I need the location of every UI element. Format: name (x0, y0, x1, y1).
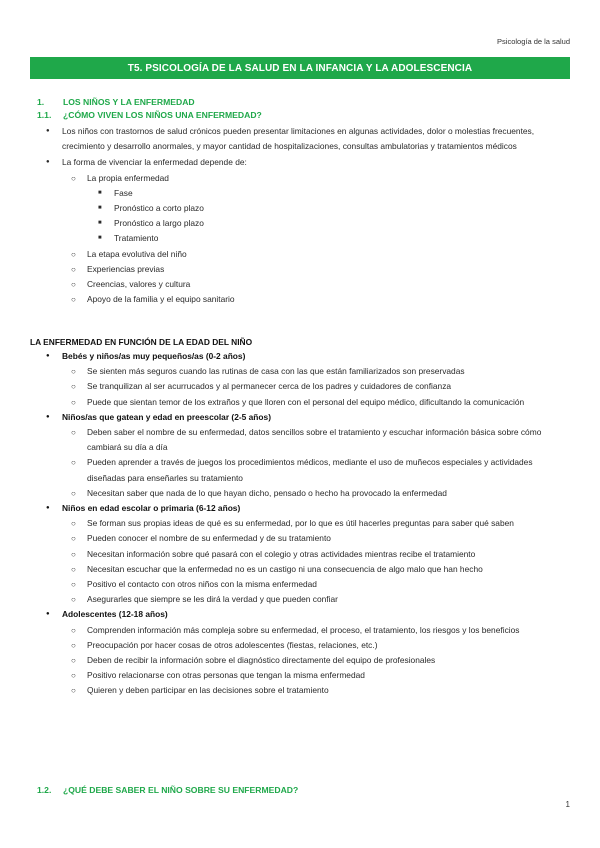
section-heading-1 (37, 97, 195, 107)
list-item: ○ Deben de recibir la información sobre el diagnóstico directamente del equipo de profesionales (38, 653, 548, 668)
list-item: ○ Creencias, valores y cultura (38, 277, 548, 292)
list-item: ○ Puede que sientan temor de los extraños y que lloren con el personal del equipo médico, dificultando la comunicación (38, 395, 548, 410)
list-item: ○ Pueden aprender a través de juegos los procedimientos médicos, mediante el uso de muñecos especiales y actividades diseñadas para enseñarles su tratamiento (38, 455, 548, 485)
group-heading: ● Niños en edad escolar o primaria (6-12 años) (38, 501, 548, 516)
list-item: ● Los niños con trastornos de salud crónicos pueden presentar limitaciones en algunas actividades, dolor o molestias frecuentes, crecimiento y desarrollo anormales, y mayor cantidad de hospitalizaciones, consultas ambulatorias y tratamientos médicos (38, 124, 548, 154)
group-heading: ● Niños/as que gatean y edad en preescolar (2-5 años) (38, 410, 548, 425)
list-item: ○ Pueden conocer el nombre de su enfermedad y de su tratamiento (38, 531, 548, 546)
list-item: ○ Positivo relacionarse con otras personas que tengan la misma enfermedad (38, 668, 548, 683)
list-item: ○ Experiencias previas (38, 262, 548, 277)
list-item: ■ Tratamiento (38, 231, 548, 246)
list-item: ○ Apoyo de la familia y el equipo sanitario (38, 292, 548, 307)
list-item: ○ La propia enfermedad (38, 171, 548, 186)
section-heading-1-2 (37, 785, 298, 795)
list-item: ○ Preocupación por hacer cosas de otros adolescentes (fiestas, relaciones, etc.) (38, 638, 548, 653)
list-item: ○ Necesitan escuchar que la enfermedad no es un castigo ni una consecuencia de algo malo que han hecho (38, 562, 548, 577)
page-number: 1 (565, 800, 570, 809)
age-section-heading: LA ENFERMEDAD EN FUNCIÓN DE LA EDAD DEL NIÑO (30, 337, 253, 347)
list-item: ■ Pronóstico a largo plazo (38, 216, 548, 231)
section-number: 1. (37, 97, 45, 107)
intro-list (38, 124, 548, 307)
list-item: ○ Necesitan información sobre qué pasará con el colegio y otras actividades mientras recibe el tratamiento (38, 547, 548, 562)
chapter-title-banner (30, 57, 570, 79)
list-item: ○ La etapa evolutiva del niño (38, 247, 548, 262)
chapter-title: T5. PSICOLOGÍA DE LA SALUD EN LA INFANCIA Y LA ADOLESCENCIA (127, 62, 473, 74)
section-title: ¿CÓMO VIVEN LOS NIÑOS UNA ENFERMEDAD? (63, 110, 262, 120)
list-item: ○ Deben saber el nombre de su enfermedad, datos sencillos sobre el tratamiento y escuchar información básica sobre cómo cambiará su día a día (38, 425, 548, 455)
list-item: ○ Necesitan saber que nada de lo que hayan dicho, pensado o hecho ha provocado la enfermedad (38, 486, 548, 501)
section-title: ¿QUÉ DEBE SABER EL NIÑO SOBRE SU ENFERMEDAD? (63, 785, 299, 795)
list-item: ■ Fase (38, 186, 548, 201)
list-item: ■ Pronóstico a corto plazo (38, 201, 548, 216)
group-heading: ● Bebés y niños/as muy pequeños/as (0-2 años) (38, 349, 548, 364)
list-item: ○ Se tranquilizan al ser acurrucados y al permanecer cerca de los padres y cuidadores de confianza (38, 379, 548, 394)
list-item: ○ Positivo el contacto con otros niños con la misma enfermedad (38, 577, 548, 592)
age-groups-list (38, 349, 548, 699)
group-heading: ● Adolescentes (12-18 años) (38, 607, 548, 622)
running-header: Psicología de la salud (497, 37, 570, 46)
list-item: ○ Comprenden información más compleja sobre su enfermedad, el proceso, el tratamiento, los riesgos y los beneficios (38, 623, 548, 638)
section-number: 1.1. (37, 110, 52, 120)
list-item: ○ Quieren y deben participar en las decisiones sobre el tratamiento (38, 683, 548, 698)
list-item: ○ Asegurarles que siempre se les dirá la verdad y que pueden confiar (38, 592, 548, 607)
list-item: ○ Se sienten más seguros cuando las rutinas de casa con las que están familiarizados son preservadas (38, 364, 548, 379)
section-number: 1.2. (37, 785, 52, 795)
section-title: LOS NIÑOS Y LA ENFERMEDAD (63, 97, 195, 107)
list-item: ○ Se forman sus propias ideas de qué es su enfermedad, por lo que es útil hacerles preguntas para saber qué saben (38, 516, 548, 531)
list-item: ● La forma de vivenciar la enfermedad depende de: (38, 155, 548, 170)
section-heading-1-1 (37, 110, 262, 120)
